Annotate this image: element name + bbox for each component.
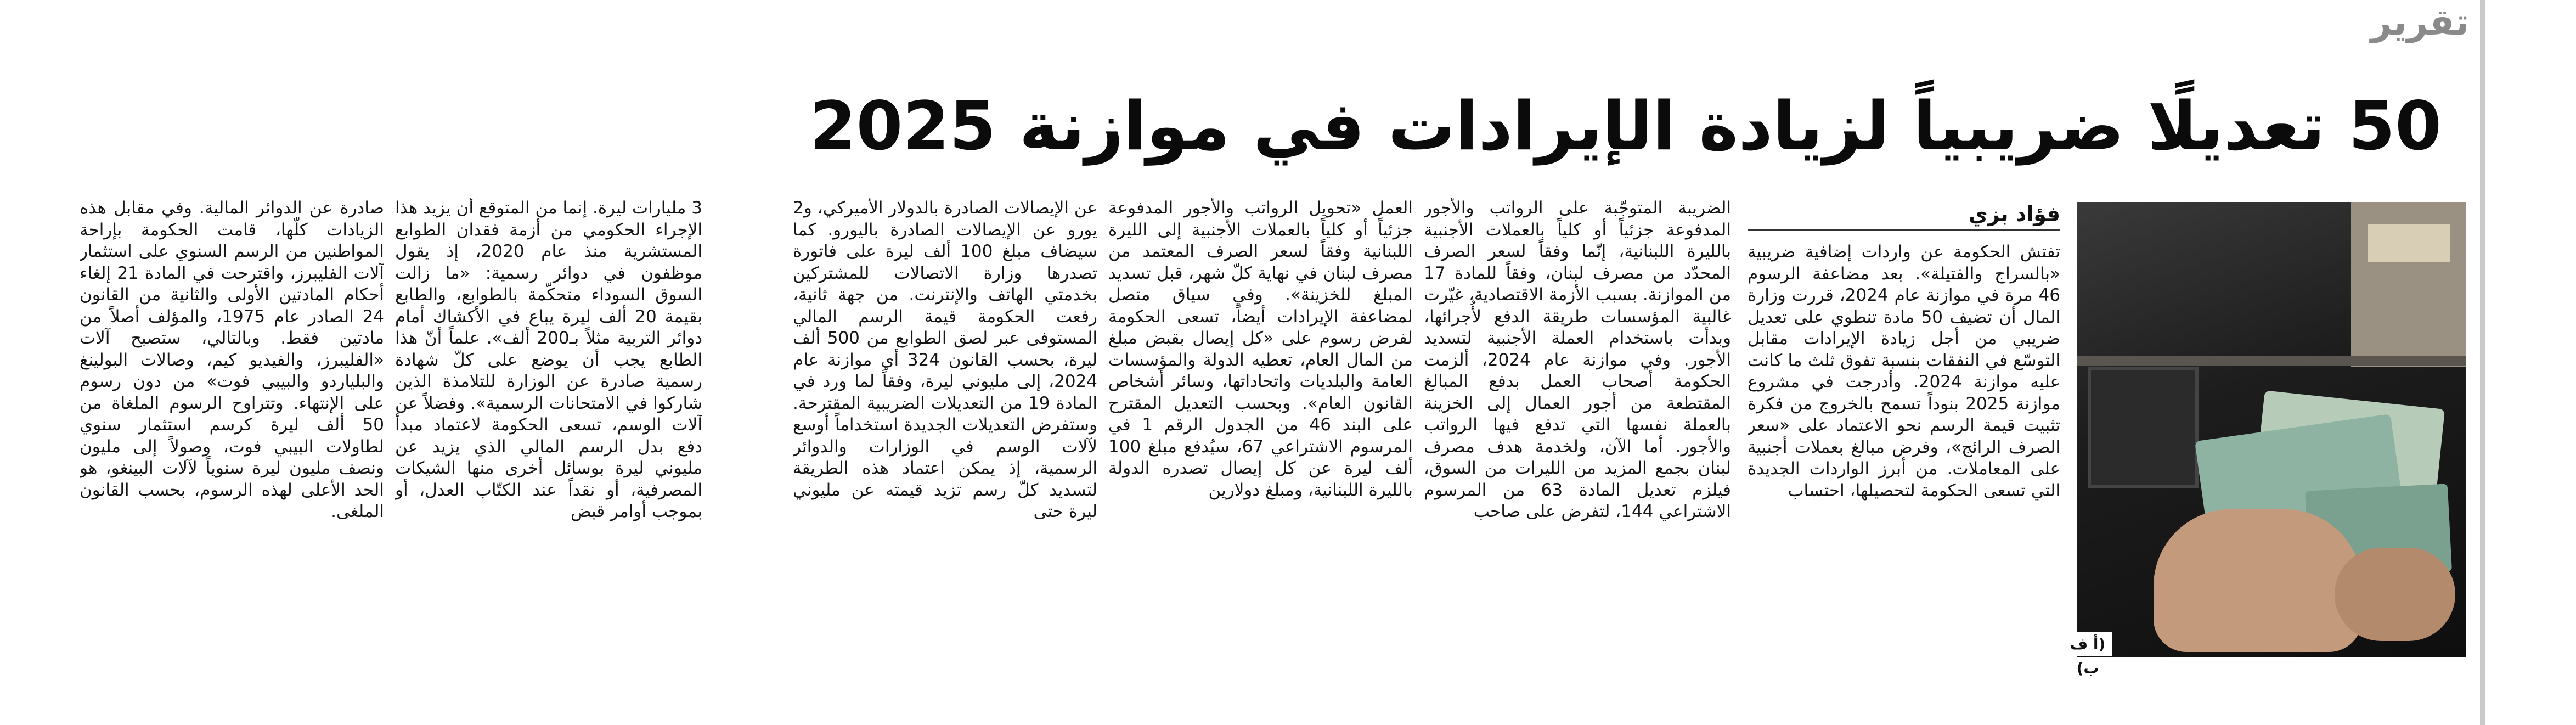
page-edge-rule (2480, 0, 2485, 725)
article-column-2 (1424, 198, 1731, 681)
article-photo (2077, 202, 2466, 657)
column-text: تفتش الحكومة عن واردات إضافية ضريبية «بالسراج والفتيلة». بعد مضاعفة الرسوم 46 مرة في موازنة عام 2024، قررت وزارة المال أن تضيف 50 مادة تنطوي على تعديل ضريبي من أجل زيادة الإيرادات مقابل التوسّع في النفقات بنسبة تفوق ثلث ما كانت عليه موازنة 2024. وأدرجت في مشروع موازنة 2025 بنوداً تسمح بالخروج من فكرة تثبيت قيمة الرسم نحو الاعتماد على «سعر الصرف الرائج»، وفرض مبالغ بعملات أجنبية على المعاملات. من أبرز الواردات الجديدة التي تسعى الحكومة لتحصيلها، احتساب (1748, 242, 2060, 501)
author-byline: فؤاد بزي (1968, 202, 2060, 226)
section-label: تقرير (2370, 1, 2469, 43)
byline-rule (1748, 229, 2060, 231)
column-text: الضريبة المتوجّبة على الرواتب والأجور المدفوعة جزئياً أو كلياً بالعملات الأجنبية بالليرة اللبنانية، إنّما وفقاً لسعر الصرف المحدّد من مصرف لبنان، وفقاً للمادة 17 من الموازنة. بسبب الأزمة الاقتصادية، غيّرت غالبية المؤسسات طريقة الدفع لأُجرائها، وبدأت باستخدام العملة الأجنبية لتسديد الأجور. وفي موازنة عام 2024، ألزمت الحكومة أصحاب العمل بدفع المبالغ المقتطعة من أجور العمال إلى الخزينة بالعملة نفسها التي تدفع فيها الرواتب والأجور. أما الآن، ولخدمة هدف مصرف لبنان بجمع المزيد من الليرات من السوق، فيلزم تعديل المادة 63 من المرسوم الاشتراعي 144، لتفرض على صاحب (1424, 198, 1731, 521)
photo-credit: (أ ف ب) (2063, 632, 2112, 656)
article-column-1 (1748, 241, 2060, 681)
photo-shelf (2077, 356, 2466, 366)
column-text: صادرة عن الدوائر المالية. وفي مقابل هذه الزيادات كلّها، قامت الحكومة بإراحة المواطنين من الرسم السنوي على استثمار آلات الفليبرز، واقترحت في المادة 21 إلغاء أحكام المادتين الأولى والثانية من القانون 24 الصادر عام 1975، والمؤلف أصلاً من مادتين فقط. وبالتالي، ستصبح آلات «الفليبرز، والفيديو كيم، وصالات البولينغ والبلياردو والبيبي فوت» من دون رسوم على الإنتهاء. وتتراوح الرسوم الملغاة من 50 ألف ليرة كرسم استثمار سنوي لطاولات البيبي فوت، وصولاً إلى مليون ونصف مليون ليرة سنوياً لآلات البينغو، هو الحد الأعلى لهذه الرسوم، بحسب القانون الملغى. (80, 198, 384, 521)
column-text: العمل «تحويل الرواتب والأجور المدفوعة جزئياً أو كلياً بالعملات الأجنبية إلى الليرة اللبنانية وفقاً لسعر الصرف المعتمد من مصرف لبنان في نهاية كلّ شهر، قبل تسديد المبلغ للخزينة». وفي سياق متصل لمضاعفة الإيرادات أيضاً، تسعى الحكومة لفرض رسوم على «كل إيصال بقبض مبلغ من المال العام، تعطيه الدولة والمؤسسات العامة والبلديات واتحاداتها، وسائر أشخاص القانون العام». وبحسب التعديل المقترح على البند 46 من الجدول الرقم 1 في المرسوم الاشتراعي 67، سيُدفع مبلغ 100 ألف ليرة عن كل إيصال تصدره الدولة بالليرة اللبنانية، ومبلغ دولارين (1108, 198, 1413, 500)
article-column-3 (1108, 198, 1413, 681)
photo-hand (2335, 548, 2455, 641)
photo-sign-panel (2368, 224, 2450, 262)
photo-hand (2154, 509, 2362, 652)
column-text: 3 مليارات ليرة. إنما من المتوقع أن يزيد هذا الإجراء الحكومي من أزمة فقدان الطوابع المستشرية منذ عام 2020، إذ يقول موظفون في دوائر رسمية: «ما زالت السوق السوداء متحكّمة بالطوابع، والطابع بقيمة 20 ألف ليرة يباع في الأكشاك أمام دوائر التربية مثلاً بـ200 ألف». علماً أنّ هذا الطابع يجب أن يوضع على كلّ شهادة رسمية صادرة عن الوزارة للتلامذة الذين شاركوا في الامتحانات الرسمية». وفضلاً عن آلات الوسم، تسعى الحكومة لاعتماد مبدأ دفع بدل الرسم المالي الذي يزيد عن مليوني ليرة بوسائل أخرى منها الشيكات المصرفية، أو نقداً عند الكتّاب العدل، أو بموجب أوامر قبض (395, 198, 702, 521)
column-text: عن الإيصالات الصادرة بالدولار الأميركي، و2 يورو عن الإيصالات الصادرة باليورو. كما سيضاف مبلغ 100 ألف ليرة على فاتورة تصدرها وزارة الاتصالات للمشتركين بخدمتي الهاتف والإنترنت. من جهة ثانية، رفعت الحكومة قيمة الرسم المالي المستوفى عبر لصق الطوابع من 500 ألف ليرة، بحسب القانون 324 أي موازنة عام 2024، إلى مليوني ليرة، وفقاً لما ورد في المادة 19 من التعديلات الضريبية المقترحة. وستفرض التعديلات الجديدة استخداماً أوسع لآلات الوسم في الوزارات والدوائر الرسمية، إذ يمكن اعتماد هذه الطريقة لتسديد كلّ رسم تزيد قيمته عن مليوني ليرة حتى (793, 198, 1097, 521)
article-column-6 (80, 198, 384, 681)
article-column-4 (793, 198, 1097, 681)
photo-cash-register (2088, 367, 2199, 488)
article-column-5 (395, 198, 702, 681)
headline: 50 تعديلًا ضريبياً لزيادة الإيرادات في موازنة 2025 (809, 87, 2442, 165)
